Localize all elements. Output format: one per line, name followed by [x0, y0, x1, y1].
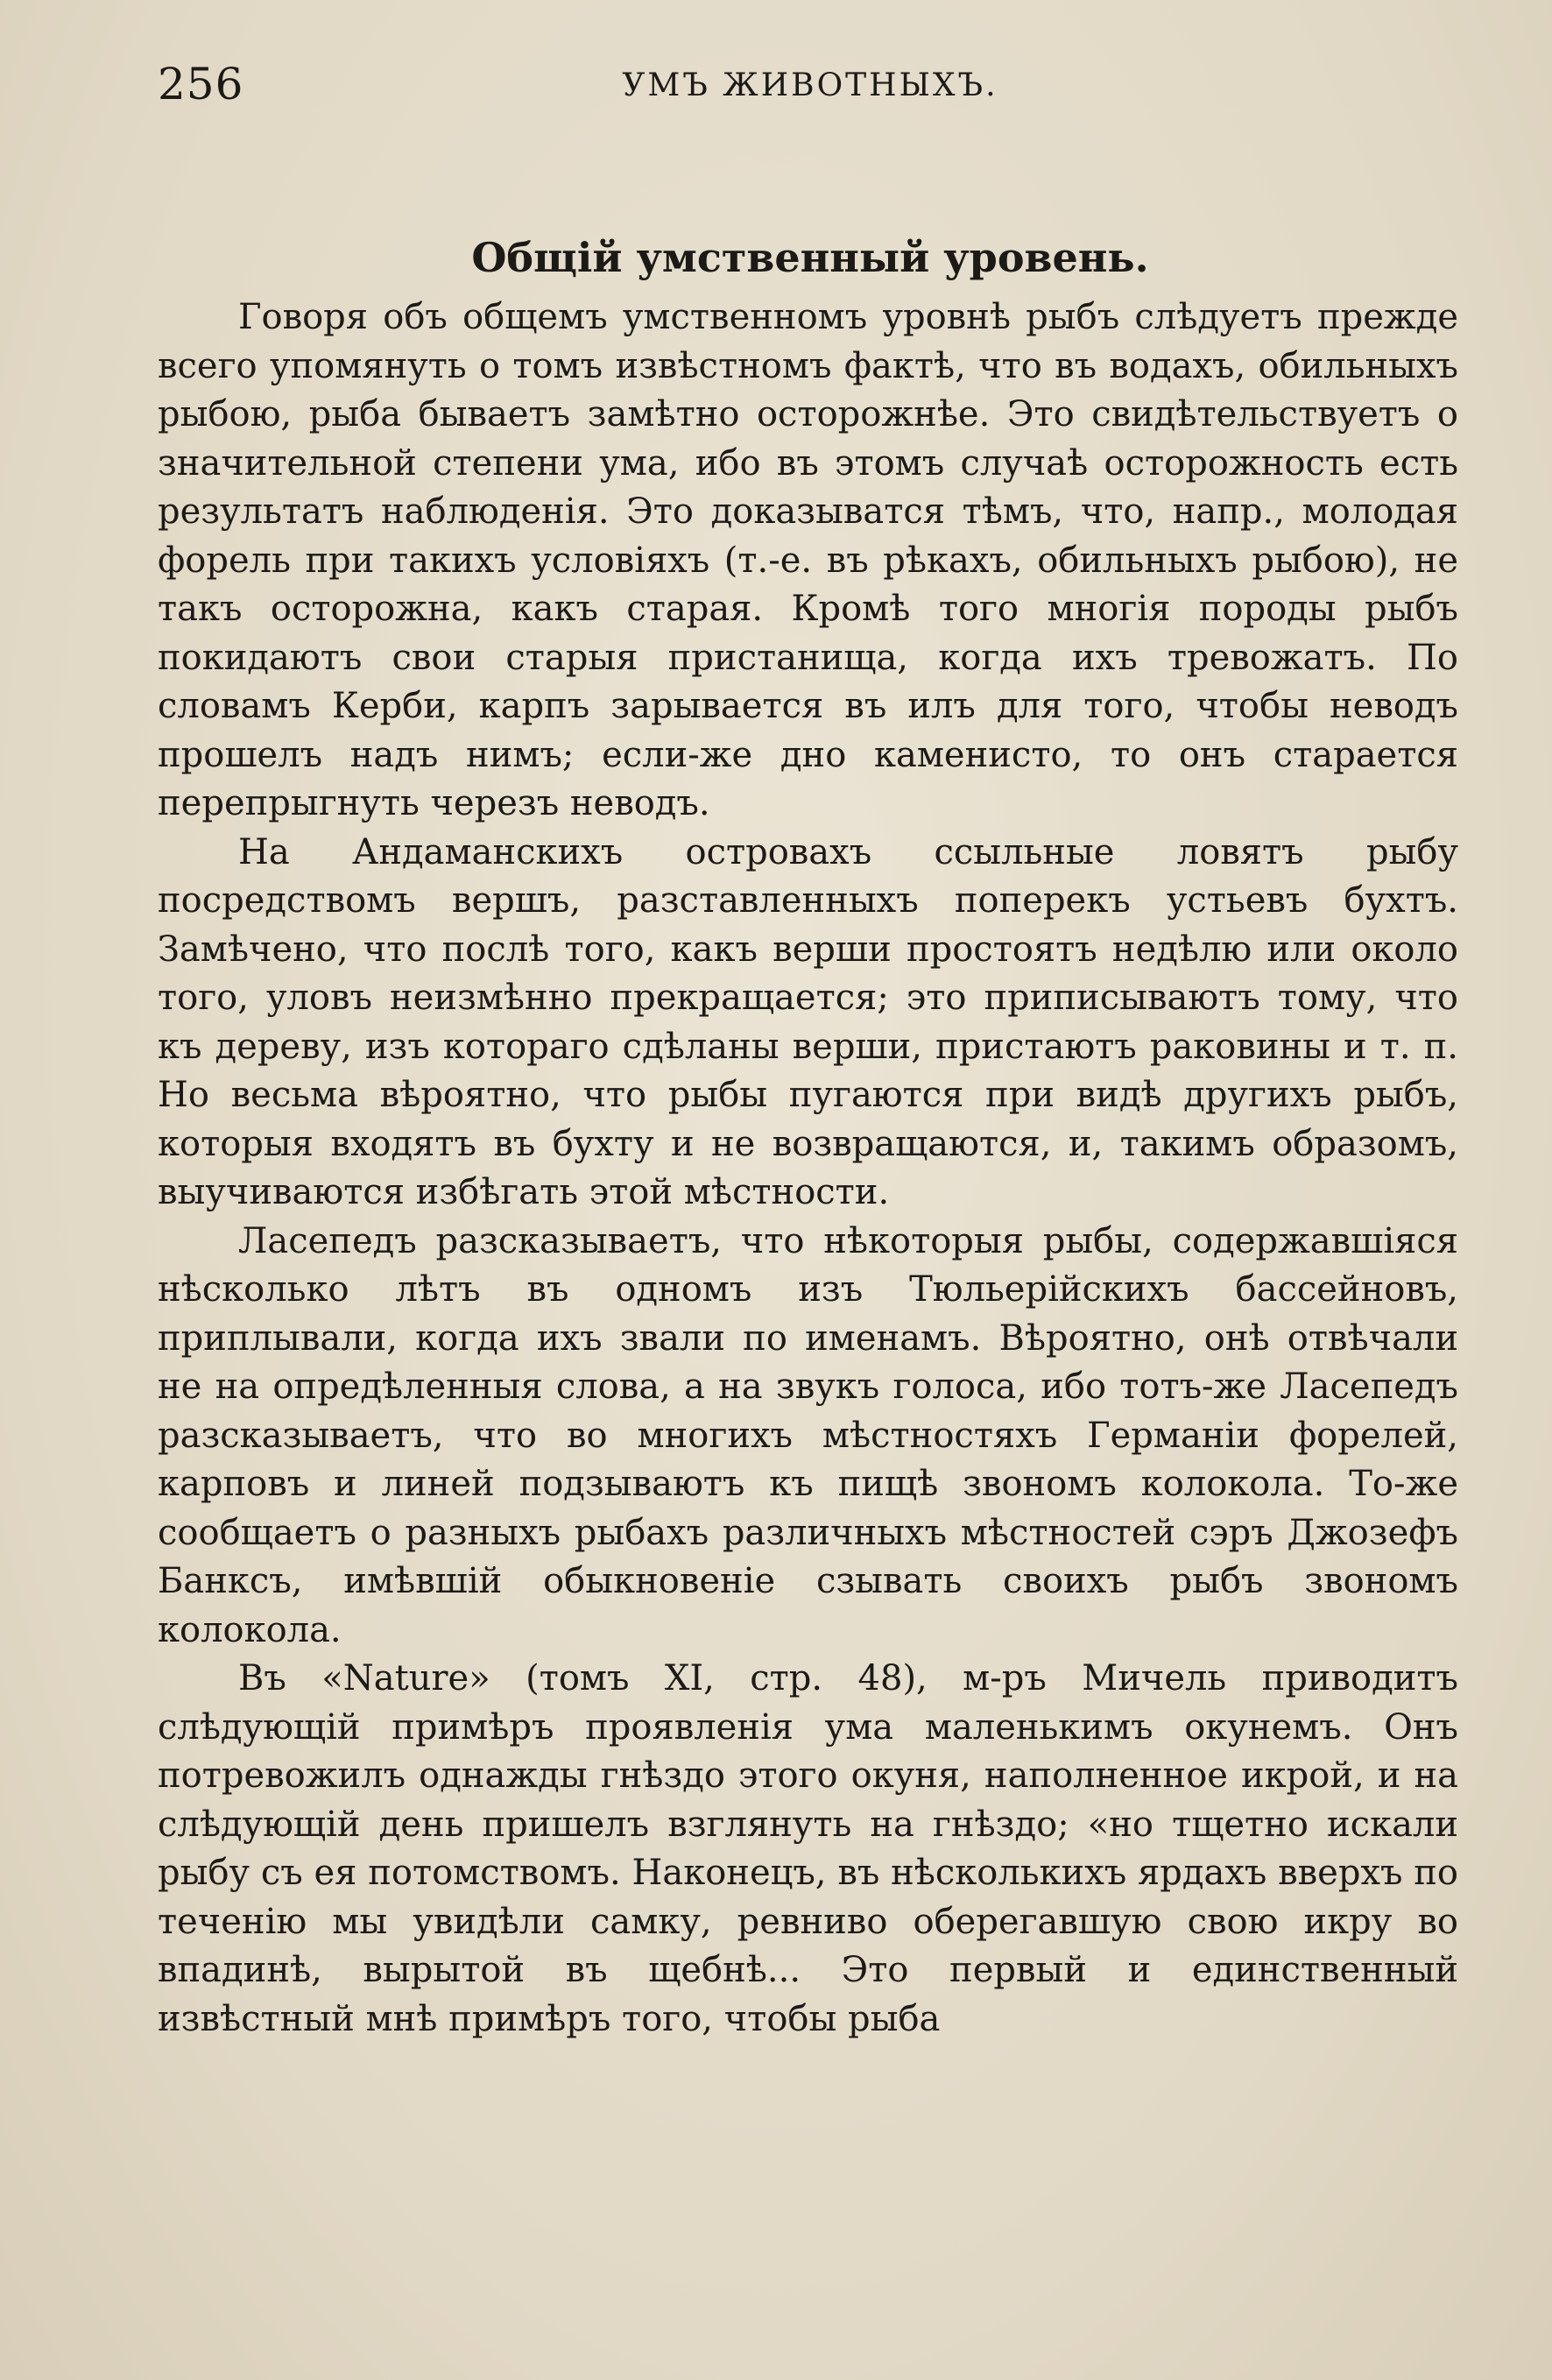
running-title: УМЪ ЖИВОТНЫХЪ.	[622, 67, 998, 103]
paragraph-2: На Андаманскихъ островахъ ссыльные ловятъ рыбу посредствомъ вершъ, разставленныхъ поперекъ устьевъ бухтъ. Замѣчено, что послѣ того, какъ верши простоятъ недѣлю или около того, уловъ неизмѣнно прекращается; это приписываютъ тому, что къ дереву, изъ котораго сдѣланы верши, пристаютъ раковины и т. п. Но весьма вѣроятно, что рыбы пугаются при видѣ другихъ рыбъ, которыя входятъ въ бухту и не возвращаются, и, такимъ образомъ, выучиваются избѣгать этой мѣстности.	[158, 831, 1458, 1212]
paragraph-4: Въ «Nature» (томъ XI, стр. 48), м-ръ Мичель приводитъ слѣдующій примѣръ проявленія ума маленькимъ окунемъ. Онъ потревожилъ однажды гнѣздо этого окуня, наполненное икрой, и на слѣдующій день пришелъ взглянуть на гнѣздо; «но тщетно искали рыбу съ ея потомствомъ. Наконецъ, въ нѣсколькихъ ярдахъ вверхъ по теченію мы увидѣли самку, ревниво оберегавшую свою икру во впадинѣ, вырытой въ щебнѣ... Это первый и единственный извѣстный мнѣ примѣръ того, чтобы рыба	[158, 1658, 1458, 2039]
page-number: 256	[158, 59, 244, 109]
page-header	[158, 58, 1463, 110]
body-text	[158, 293, 1458, 2044]
paragraph-3: Ласепедъ разсказываетъ, что нѣкоторыя рыбы, содержавшіяся нѣсколько лѣтъ въ одномъ изъ Тюльерійскихъ бассейновъ, приплывали, когда ихъ звали по именамъ. Вѣроятно, онѣ отвѣчали не на опредѣленныя слова, а на звукъ голоса, ибо тотъ-же Ласепедъ разсказываетъ, что во многихъ мѣстностяхъ Германіи форелей, карповъ и линей подзываютъ къ пищѣ звономъ колокола. То-же сообщаетъ о разныхъ рыбахъ различныхъ мѣстностей сэръ Джозефъ Банксъ, имѣвшій обыкновеніе сзывать своихъ рыбъ звономъ колокола.	[158, 1220, 1458, 1650]
paragraph-1: Говоря объ общемъ умственномъ уровнѣ рыбъ слѣдуетъ прежде всего упомянуть о томъ извѣстномъ фактѣ, что въ водахъ, обильныхъ рыбою, рыба бываетъ замѣтно осторожнѣе. Это свидѣтельствуетъ о значительной степени ума, ибо въ этомъ случаѣ осторожность есть результатъ наблюденія. Это доказыватся тѣмъ, что, напр., молодая форель при такихъ условіяхъ (т.-е. въ рѣкахъ, обильныхъ рыбою), не такъ осторожна, какъ старая. Кромѣ того многія породы рыбъ покидаютъ свои старыя пристанища, когда ихъ тревожатъ. По словамъ Керби, карпъ зарывается въ илъ для того, чтобы неводъ прошелъ надъ нимъ; если-же дно каменисто, то онъ старается перепрыгнуть черезъ неводъ.	[158, 297, 1458, 823]
section-title: Общій умственный уровень.	[471, 234, 1149, 282]
